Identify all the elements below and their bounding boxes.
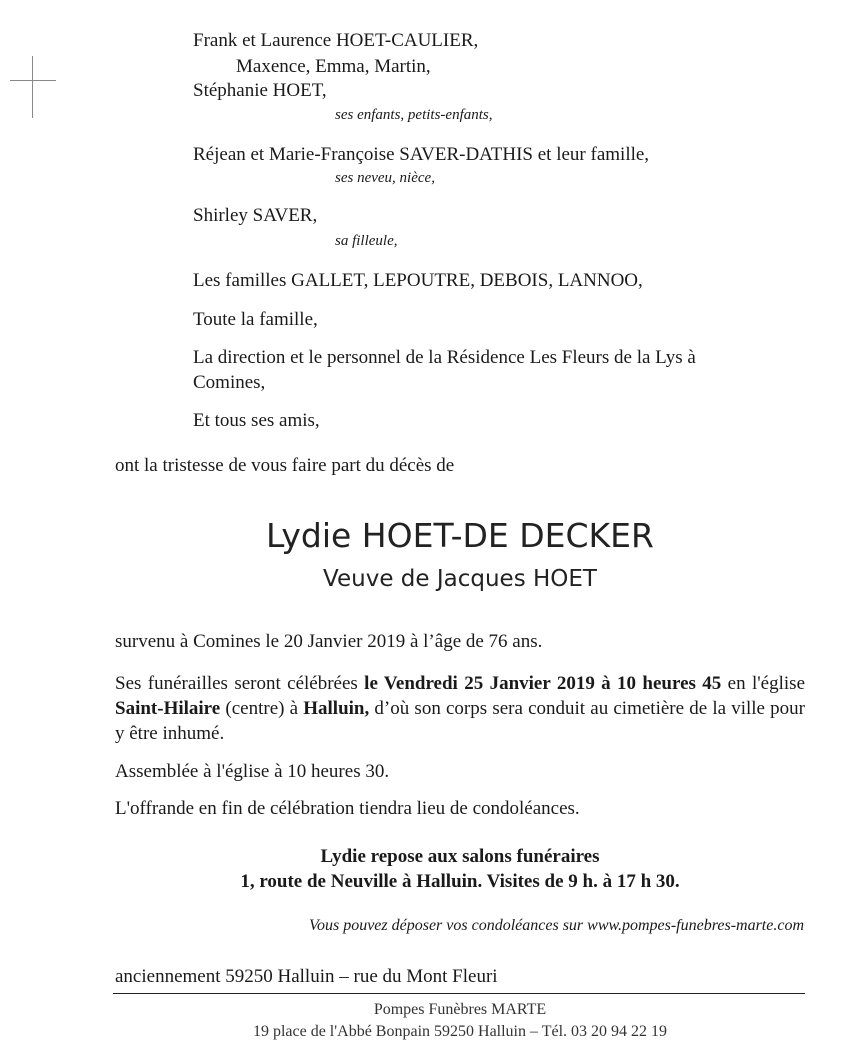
family-line-7: Toute la famille, <box>193 309 318 330</box>
footer-company: Pompes Funèbres MARTE <box>373 1001 547 1018</box>
family-role-2: ses neveu, nièce, <box>335 170 435 186</box>
family-line-1: Frank et Laurence HOET-CAULIER, <box>193 30 479 51</box>
family-line-5: Shirley SAVER, <box>193 205 318 226</box>
rest-line-1: Lydie repose aux salons funéraires <box>320 846 600 867</box>
funeral-date: le Vendredi 25 Janvier 2019 à 10 heures 45 <box>364 673 722 694</box>
funeral-church: Saint-Hilaire <box>115 698 221 719</box>
death-info: survenu à Comines le 20 Janvier 2019 à l’âge de 76 ans. <box>115 631 543 652</box>
deceased-subtitle: Veuve de Jacques HOET <box>323 566 597 592</box>
family-line-3: Stéphanie HOET, <box>193 80 327 101</box>
assembly-info: Assemblée à l'église à 10 heures 30. <box>115 761 390 782</box>
funeral-city: Halluin, <box>303 698 370 719</box>
family-role-3: sa filleule, <box>335 233 398 249</box>
family-role-1: ses enfants, petits-enfants, <box>335 107 493 123</box>
announcement: ont la tristesse de vous faire part du décès de <box>115 455 455 476</box>
family-line-9: Et tous ses amis, <box>193 410 320 431</box>
former-address: anciennement 59250 Halluin – rue du Mont Fleuri <box>115 966 498 987</box>
funeral-info: Ses funérailles seront célébrées le Vendredi 25 Janvier 2019 à 10 heures 45 en l'église Saint-Hilaire (centre) à Halluin, d’où son corps sera conduit au cimetière de la ville pour y être inhumé. <box>115 673 805 744</box>
condolences-link[interactable]: Vous pouvez déposer vos condoléances sur www.pompes-funebres-marte.com <box>308 917 804 934</box>
footer-divider <box>113 993 805 994</box>
family-line-8a: La direction et le personnel de la Résidence Les Fleurs de la Lys à <box>193 347 696 368</box>
family-line-2: Maxence, Emma, Martin, <box>236 56 431 77</box>
offering-info: L'offrande en fin de célébration tiendra lieu de condoléances. <box>115 798 580 819</box>
rest-line-2: 1, route de Neuville à Halluin. Visites de 9 h. à 17 h 30. <box>240 871 680 892</box>
family-line-6: Les familles GALLET, LEPOUTRE, DEBOIS, LANNOO, <box>193 270 643 291</box>
family-line-4: Réjean et Marie-Françoise SAVER-DATHIS et leur famille, <box>193 144 650 165</box>
footer-address: 19 place de l'Abbé Bonpain 59250 Halluin – Tél. 03 20 94 22 19 <box>252 1023 668 1040</box>
deceased-name: Lydie HOET-DE DECKER <box>266 516 654 555</box>
family-line-8b: Comines, <box>193 372 266 393</box>
